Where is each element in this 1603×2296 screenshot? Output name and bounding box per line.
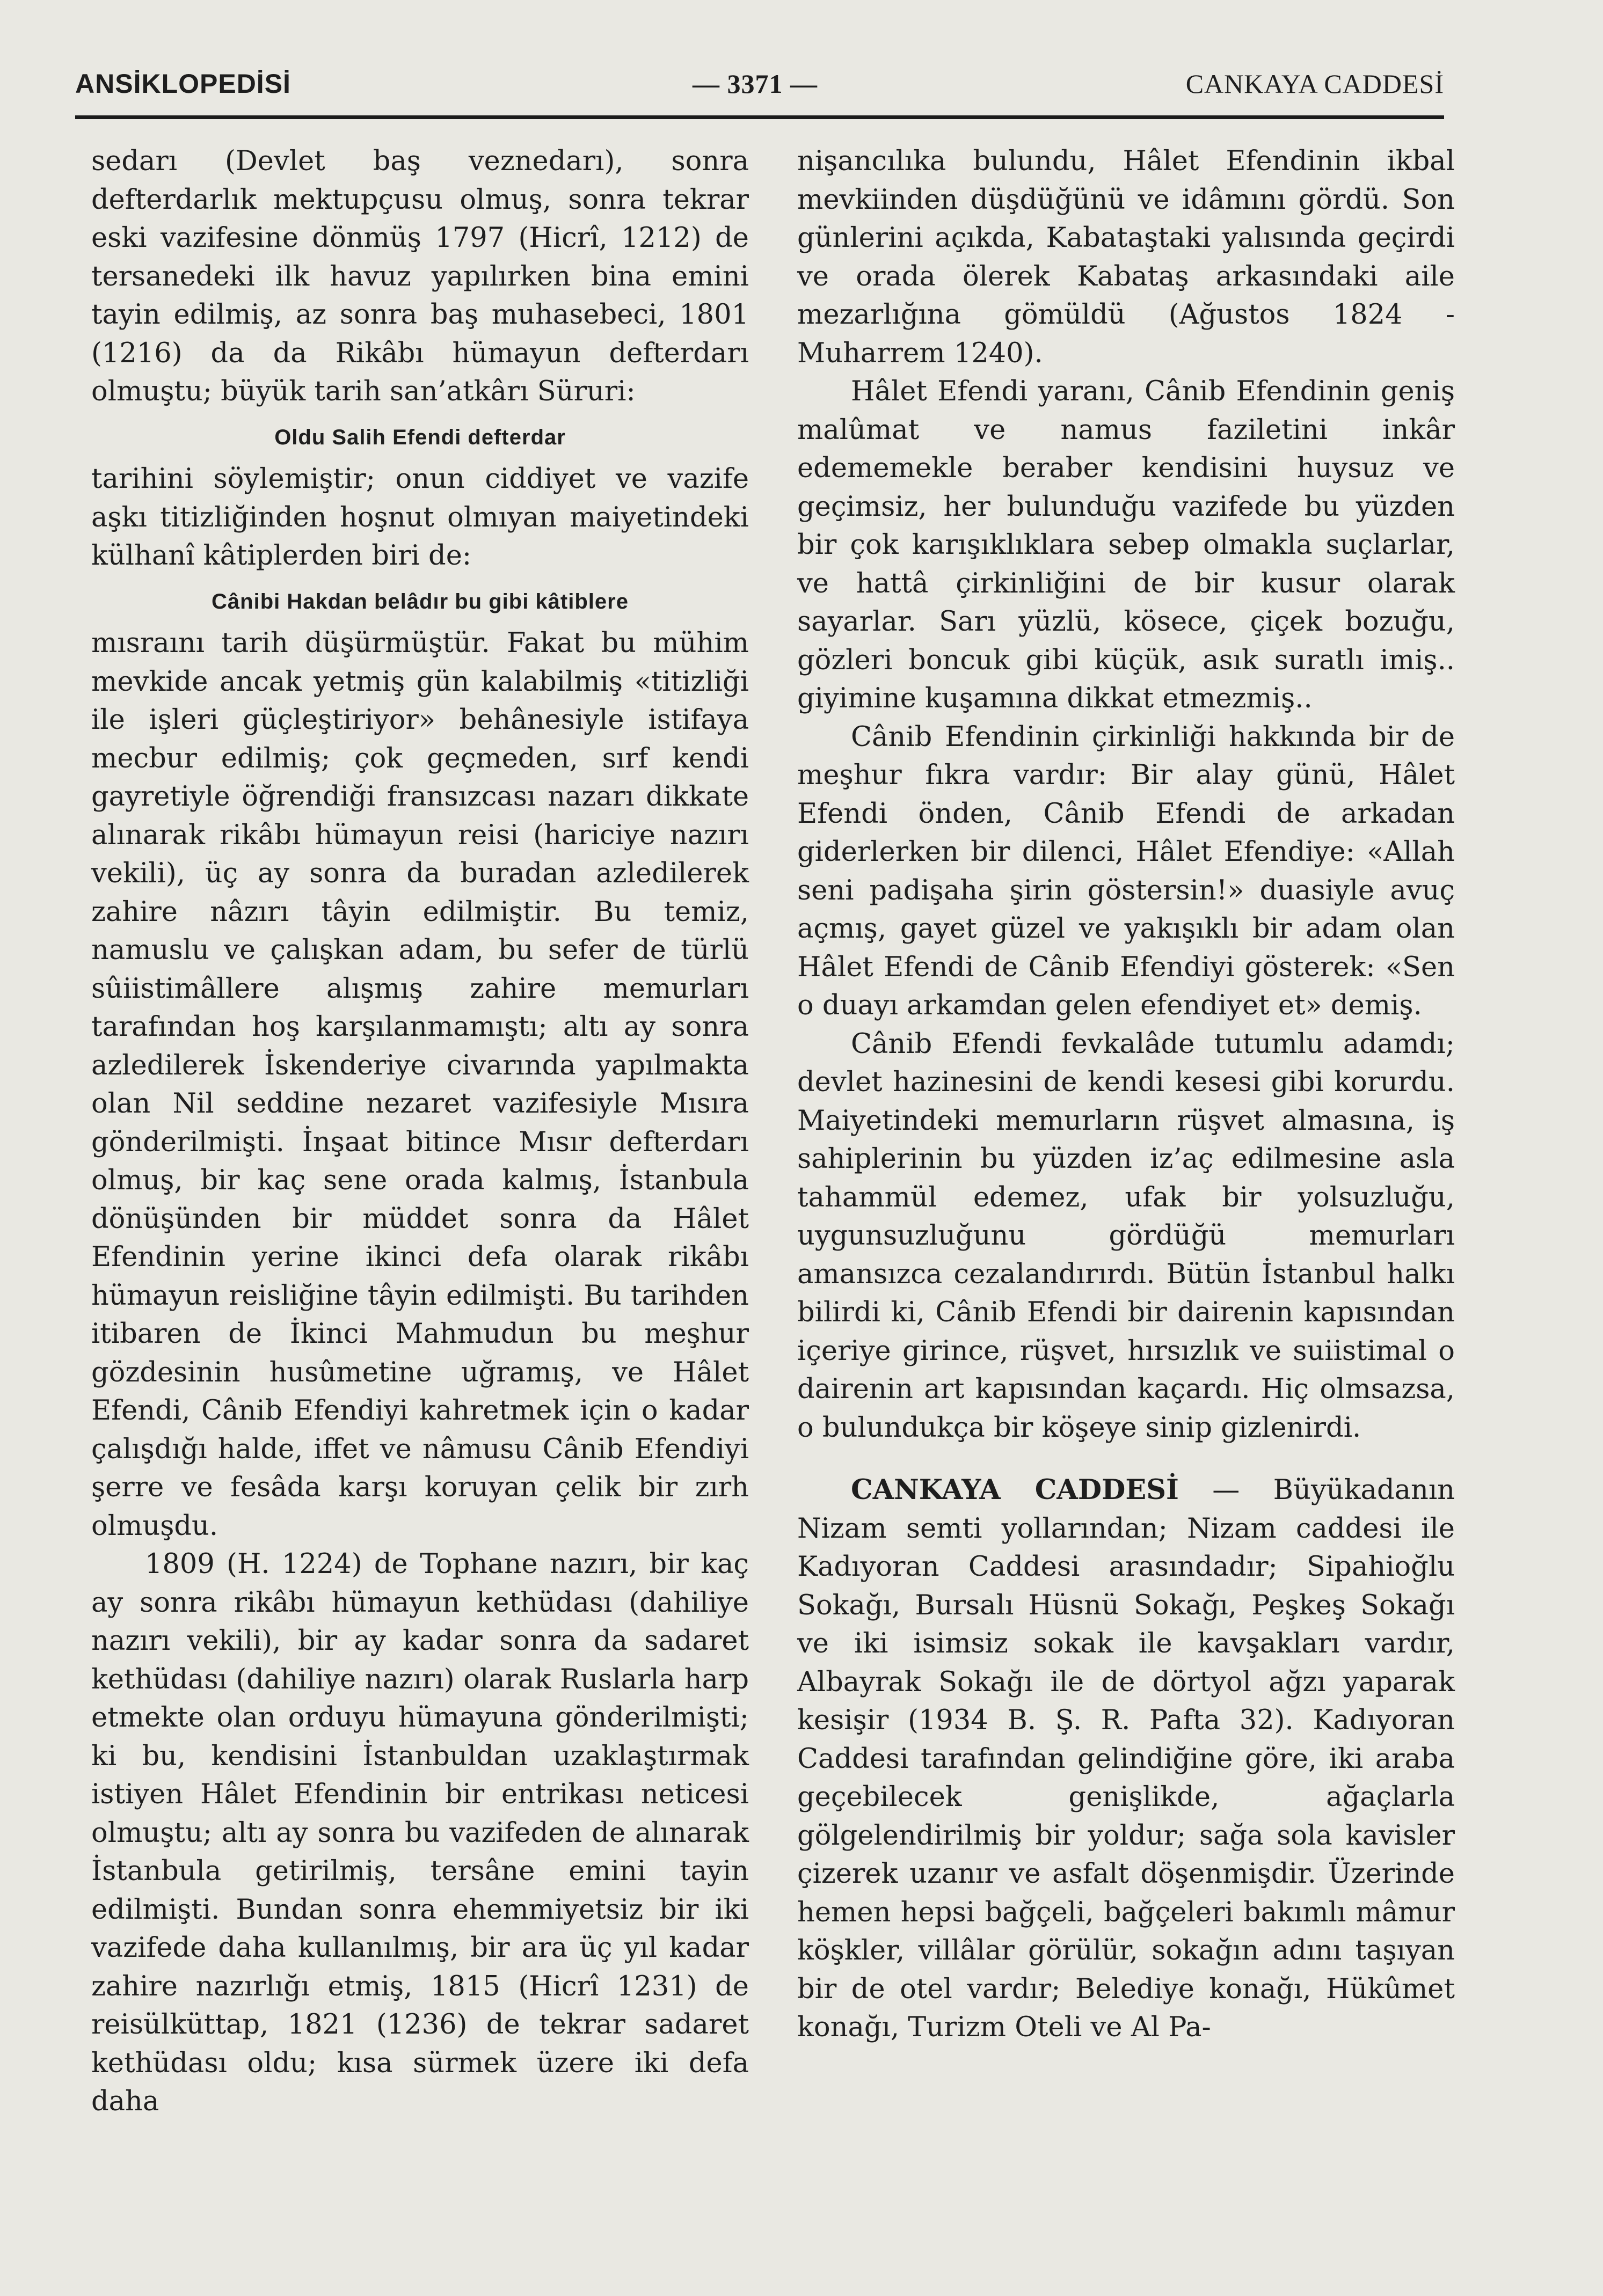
- paragraph: tarihini söylemiştir; onun ciddiyet ve vazife aşkı titizliğinden hoşnut olmıyan maiyetindeki külhanî kâtiplerden biri de:: [91, 463, 749, 572]
- header-series-title: ANSİKLOPEDİSİ: [75, 69, 291, 99]
- paragraph: mısraını tarih düşürmüştür. Fakat bu mühim mevkide ancak yetmiş gün kalabilmiş «titizliği ile işleri güçleştiriyor» behânesiyle istifaya mecbur edilmiş; çok geçmeden, sırf kendi gayretiyle öğrendiği fransızcası nazarı dikkate alınarak rikâbı hümayun reisi (hariciye nazırı vekili), üç ay sonra da buradan azledilerek zahire nâzırı tâyin edilmiştir. Bu temiz, namuslu ve çalışkan adam, bu sefer de türlü sûiistimâllere alışmış zahire memurları tarafından hoş karşılanmamıştı; altı ay sonra azledilerek İskenderiye civarında yapılmakta olan Nil seddine nezaret vazifesiyle Mısıra gönderilmişti. İnşaat bitince Mısır defterdarı olmuş, bir kaç sene orada kalmış, İstanbula dönüşünden bir müddet sonra da Hâlet Efendinin yerine ikinci defa olarak rikâbı hümayun reisliğine tâyin edilmişti. Bu tarihden itibaren de İkinci Mahmudun bu meşhur gözdesinin husûmetine uğramış, ve Hâlet Efendi, Cânib Efendiyi kahretmek için o kadar çalışdığı halde, iffet ve nâmusu Cânib Efendiyi şerre ve fesâda karşı koruyan çelik bir zırh olmuşdu.: [91, 627, 749, 1542]
- verse-line: Oldu Salih Efendi defterdar: [274, 425, 566, 449]
- running-header: [75, 56, 1444, 119]
- article-entry: [797, 1471, 1455, 2047]
- article-body: — Büyükadanın Nizam semti yollarından; Nizam caddesi ile Kadıyoran Caddesi arasındadır; Sipahioğlu Sokağı, Bursalı Hüsnü Sokağı, Peşkeş Sokağı ve iki isimsiz sokak ile kavşakları vardır, Albayrak Sokağı ile de dörtyol ağzı yaparak kesişir (1934 B. Ş. R. Pafta 32). Kadıyoran Caddesi tarafından gelindiğine göre, iki araba geçebilecek genişlikde, ağaçlarla gölgelendirilmiş bir yoldur; sağa sola kavisler çizerek uzanır ve asfalt döşenmişdir. Üzerinde hemen hepsi bağçeli, bağçeleri bakımlı mâmur köşkler, villâlar görülür, sokağın adını taşıyan bir de otel vardır; Belediye konağı, Hükûmet konağı, Turizm Oteli ve Al Pa-: [797, 1474, 1455, 2043]
- paragraph: Hâlet Efendi yaranı, Cânib Efendinin geniş malûmat ve namus faziletini inkâr edememekle beraber kendisini huysuz ve geçimsiz, her bulunduğu vazifede bu yüzden bir çok karışıklıklara sebep olmakla suçlarlar, ve hattâ çirkinliğini de bir kusur olarak sayarlar. Sarı yüzlü, kösece, çiçek bozuğu, gözleri boncuk gibi küçük, asık suratlı imiş.. giyimine kuşamına dikkat etmezmiş..: [797, 376, 1455, 714]
- header-article-title: CANKAYA CADDESİ: [1185, 69, 1444, 99]
- paragraph: Cânib Efendi fevkalâde tutumlu adamdı; devlet hazinesini de kendi kesesi gibi korurdu. Maiyetindeki memurların rüşvet almasına, iş sahiplerinin bu yüzden iz’aç edilmesine asla tahammül edemez, ufak bir yolsuzluğu, uygunsuzluğunu gördüğü memurları amansızca cezalandırırdı. Bütün İstanbul halkı bilirdi ki, Cânib Efendi bir dairenin kapısından içeriye girince, rüşvet, hırsızlık ve suiistimal o dairenin art kapısından kaçardı. Hiç olmsazsa, o bulundukça bir köşeye sinip gizlenirdi.: [797, 1028, 1455, 1444]
- left-column: [91, 142, 749, 2121]
- paragraph: sedarı (Devlet baş veznedarı), sonra defterdarlık mektupçusu olmuş, sonra tekrar eski vazifesine dönmüş 1797 (Hicrî, 1212) de tersanedeki ilk havuz yapılırken bina emini tayin edilmiş, az sonra baş muhasebeci, 1801 (1216) da da Rikâbı hümayun defterdarı olmuştu; büyük tarih san’atkârı Süruri:: [91, 145, 749, 407]
- page-number: — 3371 —: [693, 69, 818, 99]
- paragraph: Cânib Efendinin çirkinliği hakkında bir de meşhur fıkra vardır: Bir alay günü, Hâlet Efendi önden, Cânib Efendi de arkadan giderlerken bir dilenci, Hâlet Efendiye: «Allah seni padişaha şirin göstersin!» duasiyle avuç açmış, gayet güzel ve yakışıklı bir adam olan Hâlet Efendi de Cânib Efendiyi gösterek: «Sen o duayı arkamdan gelen efendiyet et» demiş.: [797, 721, 1455, 1021]
- article-headword: CANKAYA CADDESİ: [851, 1474, 1179, 1506]
- paragraph: nişancılıka bulundu, Hâlet Efendinin ikbal mevkiinden düşdüğünü ve idâmını gördü. Son günlerini açıkda, Kabataştaki yalısında geçirdi ve orada ölerek Kabataş arkasındaki aile mezarlığına gömüldü (Ağustos 1824 - Muharrem 1240).: [797, 145, 1455, 369]
- paragraph: 1809 (H. 1224) de Tophane nazırı, bir kaç ay sonra rikâbı hümayun kethüdası (dahiliye nazırı vekili), bir ay kadar sonra da sadaret kethüdası (dahiliye nazırı) olarak Ruslarla harp etmekte olan orduyu hümayuna gönderilmişti; ki bu, kendisini İstanbuldan uzaklaştırmak istiyen Hâlet Efendinin bir entrikası neticesi olmuştu; altı ay sonra bu vazifeden de alınarak İstanbula getirilmiş, tersâne emini tayin edilmişti. Bundan sonra ehemmiyetsiz bir iki vazifede daha kullanılmış, bir ara üç yıl kadar zahire nazırlığı etmiş, 1815 (Hicrî 1231) de reisülküttap, 1821 (1236) de tekrar sadaret kethüdası oldu; kısa sürmek üzere iki defa daha: [91, 1548, 749, 2117]
- verse-line: Cânibi Hakdan belâdır bu gibi kâtiblere: [212, 589, 629, 613]
- right-column: [797, 142, 1455, 2047]
